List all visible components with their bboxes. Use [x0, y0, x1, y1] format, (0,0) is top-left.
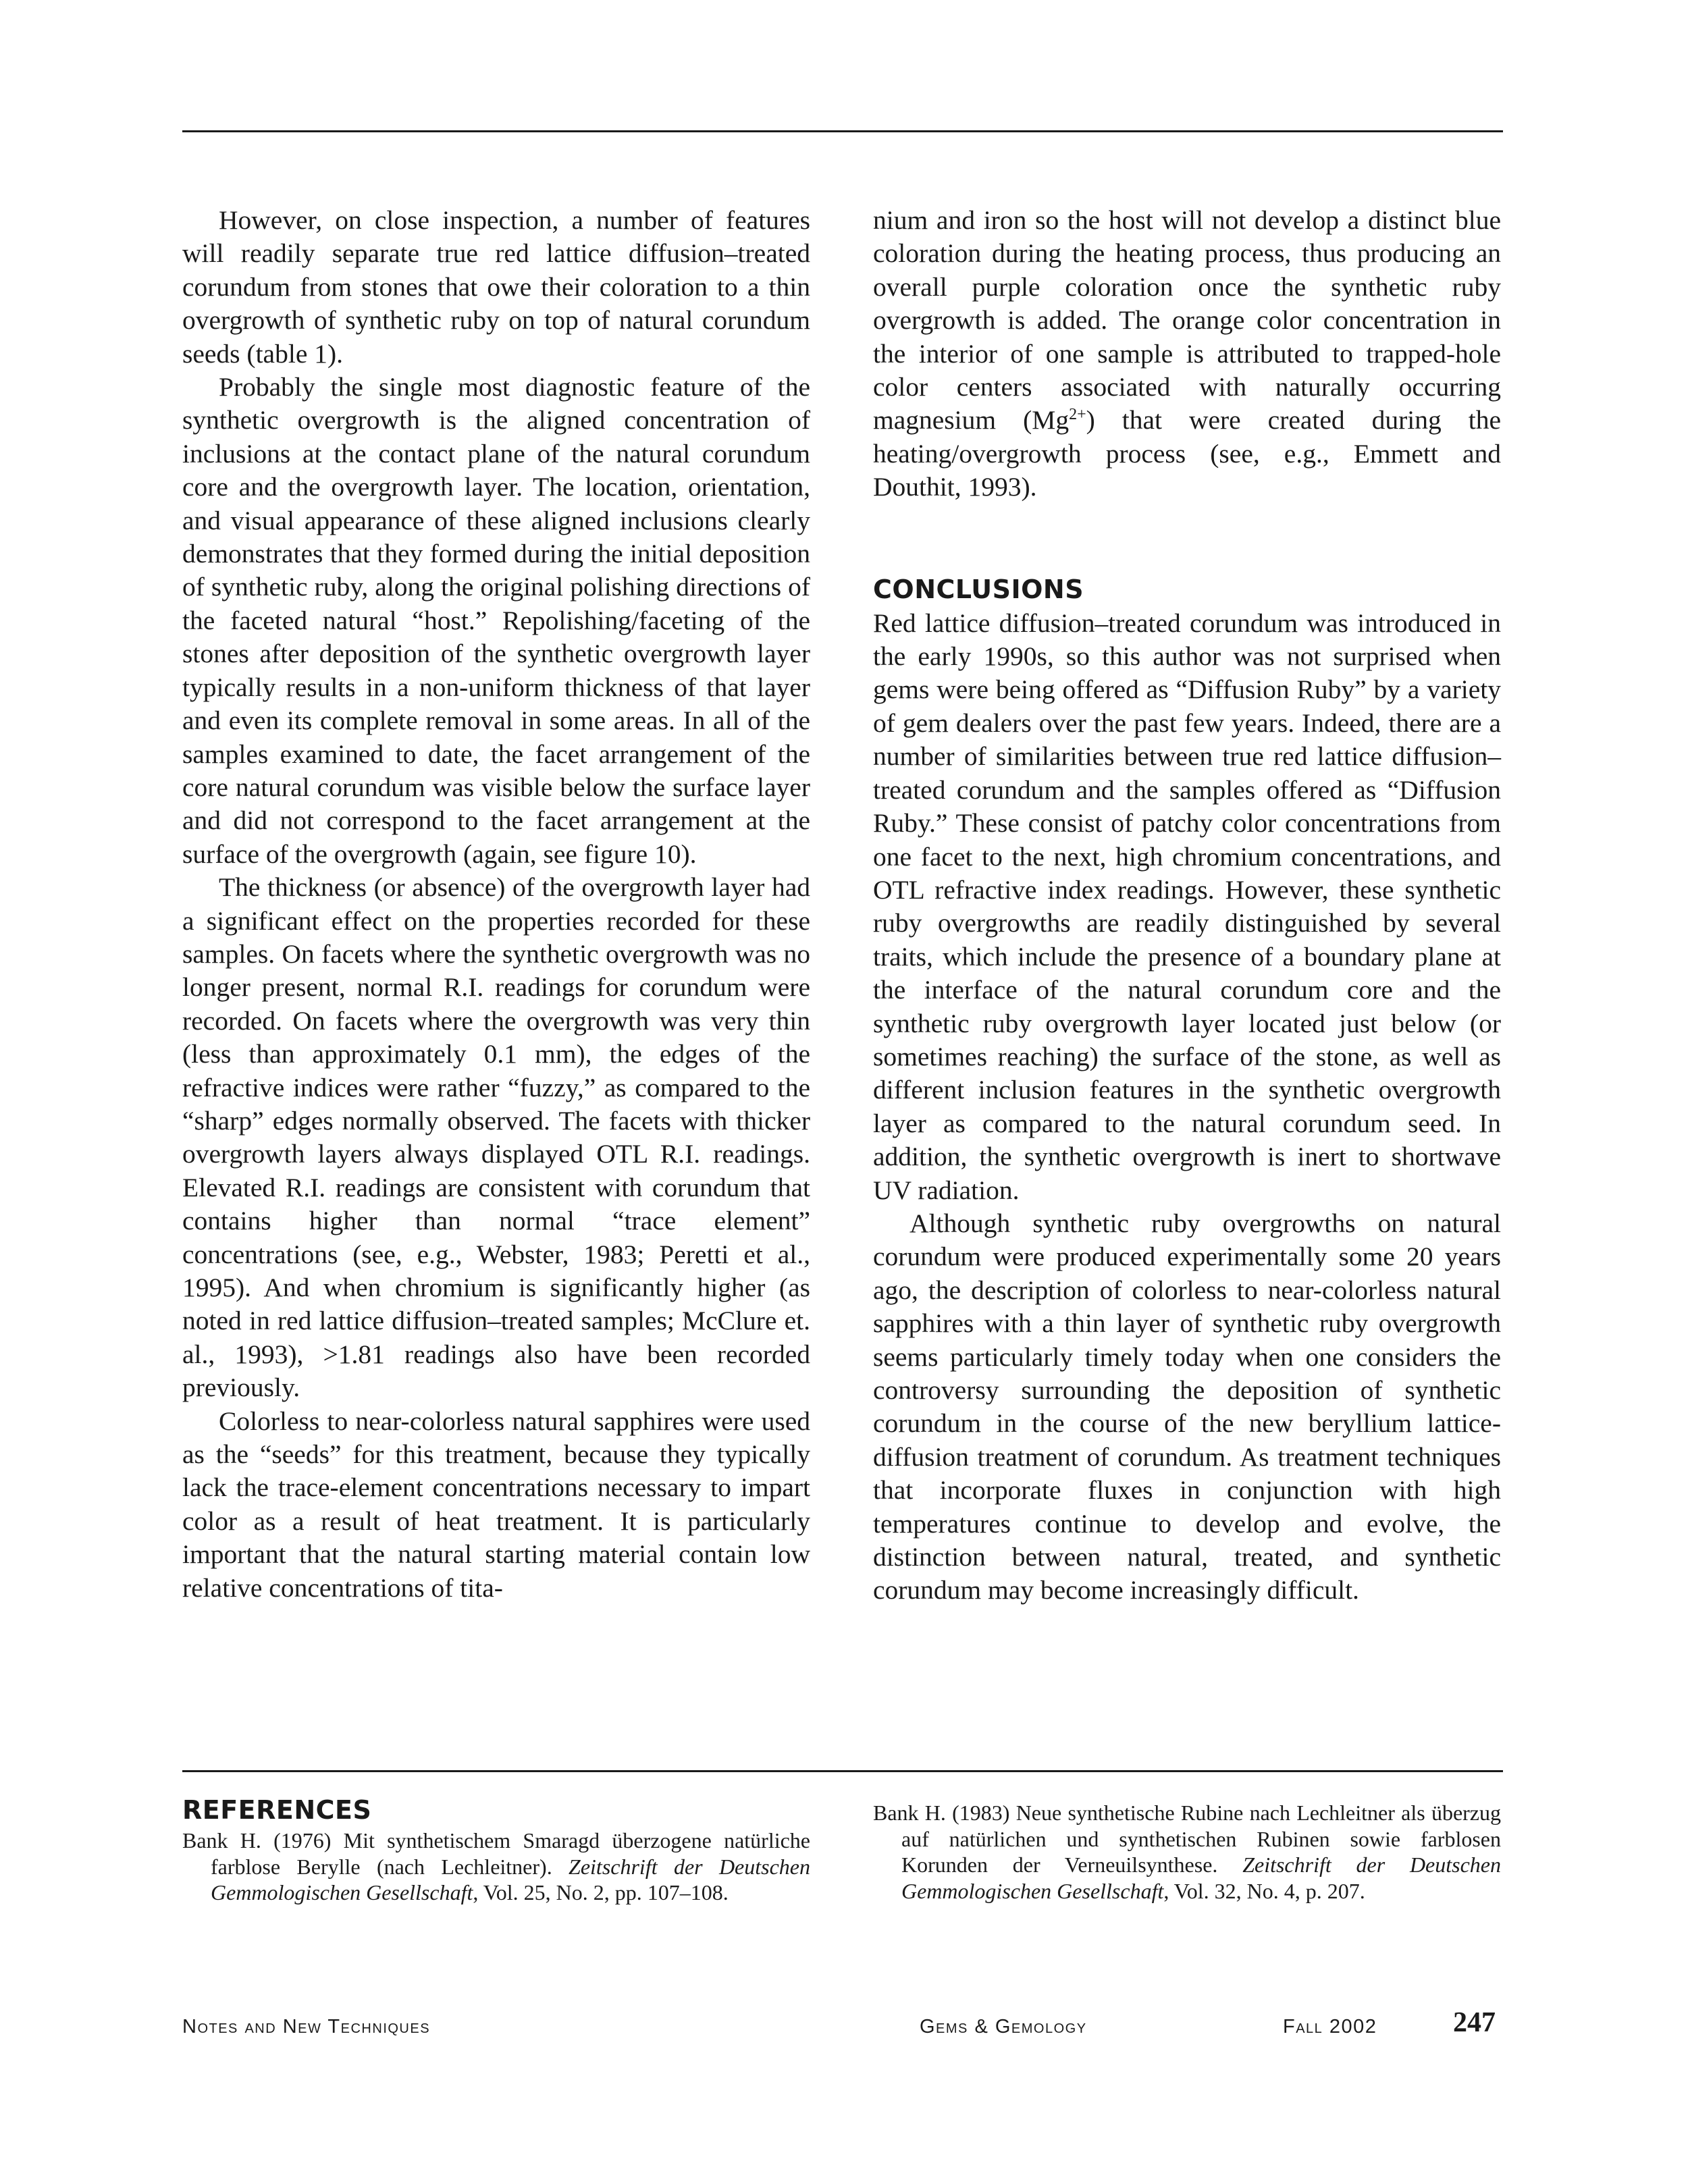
page-number: 247 [1453, 2007, 1496, 2038]
references-heading: REFERENCES [182, 1795, 372, 1825]
right-text-column [873, 204, 1501, 1607]
reference-entry [873, 1800, 1501, 1904]
footer-section-name: Notes and New Techniques [182, 2016, 431, 2037]
references-rule [182, 1770, 1503, 1772]
reference-details: , Vol. 32, No. 4, p. 207. [1163, 1878, 1365, 1903]
continued-text-part-1: nium and iron so the host will not develop a distinct blue coloration during the heating process, thus producing an overall purple coloration once the synthetic ruby overgrowth is added. The orange color concentration in the interior of one sample is attributed to trapped-hole color centers associated with naturally occurring magnesium (Mg [873, 205, 1501, 435]
reference-journal: Zeitschrift der Deutschen Gemmologischen Gesellschaft [901, 1853, 1502, 1903]
continued-paragraph [873, 204, 1501, 504]
footer-issue: Fall 2002 [1283, 2016, 1377, 2037]
body-paragraph: The thickness (or absence) of the overgrowth layer had a significant effect on the properties recorded for these samples. On facets where the synthetic overgrowth was no longer present, normal R.I. readings for corundum were recorded. On facets where the overgrowth was very thin (less than approximately 0.1 mm), the edges of the refractive indices were rather “fuzzy,” as compared to the “sharp” edges normally observed. The facets with thicker overgrowth layers always displayed OTL R.I. readings. Elevated R.I. readings are consistent with corundum that contains higher than normal “trace element” concentrations (see, e.g., Webster, 1983; Peretti et al., 1995). And when chromium is significantly higher (as noted in red lattice diffusion–treated samples; McClure et. al., 1993), >1.81 readings also have been recorded previously. [182, 872, 810, 1403]
superscript-charge: 2+ [1069, 406, 1086, 424]
body-paragraph: Although synthetic ruby overgrowths on natural corundum were produced experimentally some 20 years ago, the description of colorless to near-colorless natural sapphires with a thin layer of synthetic ruby overgrowth seems particularly timely today when one considers the controversy surrounding the deposition of synthetic corundum in the course of the new beryllium lattice-diffusion treatment of corundum. As treatment techniques that incorporate fluxes in conjunction with high temperatures continue to develop and evolve, the distinction between natural, treated, and synthetic corundum may become increasingly difficult. [873, 1208, 1501, 1605]
footer-journal-name: Gems & Gemology [920, 2016, 1087, 2037]
body-paragraph: Colorless to near-colorless natural sapphires were used as the “seeds” for this treatment, because they typically lack the trace-element concentrations necessary to impart color as a result of heat treatment. It is particularly important that the natural starting material contain low relative concentrations of tita- [182, 1406, 810, 1603]
continued-text-part-2: ) that were created during the heating/overgrowth process (see, e.g., Emmett and Douthit, 1993). [873, 405, 1501, 502]
body-paragraph: Probably the single most diagnostic feature of the synthetic overgrowth is the aligned concentration of inclusions at the contact plane of the natural corundum core and the overgrowth layer. The location, orientation, and visual appearance of these aligned inclusions clearly demonstrates that they formed during the initial deposition of synthetic ruby, along the original polishing directions of the faceted natural “host.” Repolishing/faceting of the stones after deposition of the synthetic overgrowth layer typically results in a non-uniform thickness of that layer and even its complete removal in some areas. In all of the samples examined to date, the facet arrangement of the core natural corundum was visible below the surface layer and did not correspond to the facet arrangement at the surface of the overgrowth (again, see figure 10). [182, 372, 810, 869]
body-paragraph: However, on close inspection, a number of features will readily separate true red lattice diffusion–treated corundum from stones that owe their coloration to a thin overgrowth of synthetic ruby on top of natural corundum seeds (table 1). [182, 205, 810, 369]
reference-journal: Zeitschrift der Deutschen Gemmologischen Gesellschaft [211, 1854, 810, 1905]
reference-text: Bank H. (1983) Neue synthetische Rubine nach Lechleitner als überzug auf natürlichen und synthetischen Rubinen sowie farblosen Korunden der Verneuilsynthese. [873, 1801, 1501, 1877]
reference-details: , Vol. 25, No. 2, pp. 107–108. [473, 1880, 729, 1905]
references-left-column [182, 1792, 810, 1906]
conclusions-heading: CONCLUSIONS [873, 574, 1084, 604]
left-text-column [182, 204, 810, 1605]
references-right-column [873, 1800, 1501, 1904]
body-paragraph: Red lattice diffusion–treated corundum was introduced in the early 1990s, so this author was not surprised when gems were being offered as “Diffusion Ruby” by a variety of gem dealers over the past few years. Indeed, there are a number of similarities between true red lattice diffusion–treated corundum and the samples offered as “Diffusion Ruby.” These consist of patchy color concentrations from one facet to the next, high chromium concentrations, and OTL refractive index readings. However, these synthetic ruby overgrowths are readily distinguished by several traits, which include the presence of a boundary plane at the interface of the natural corundum core and the synthetic ruby overgrowth layer located just below (or sometimes reaching) the surface of the stone, as well as different inclusion features in the synthetic overgrowth layer as compared to the natural corundum seed. In addition, the synthetic overgrowth is inert to shortwave UV radiation. [873, 608, 1501, 1205]
top-rule [182, 130, 1503, 132]
reference-entry [182, 1828, 810, 1906]
reference-text: Bank H. (1976) Mit synthetischem Smaragd überzogene natürliche farblose Berylle (nach Lechleitner). [182, 1828, 810, 1879]
